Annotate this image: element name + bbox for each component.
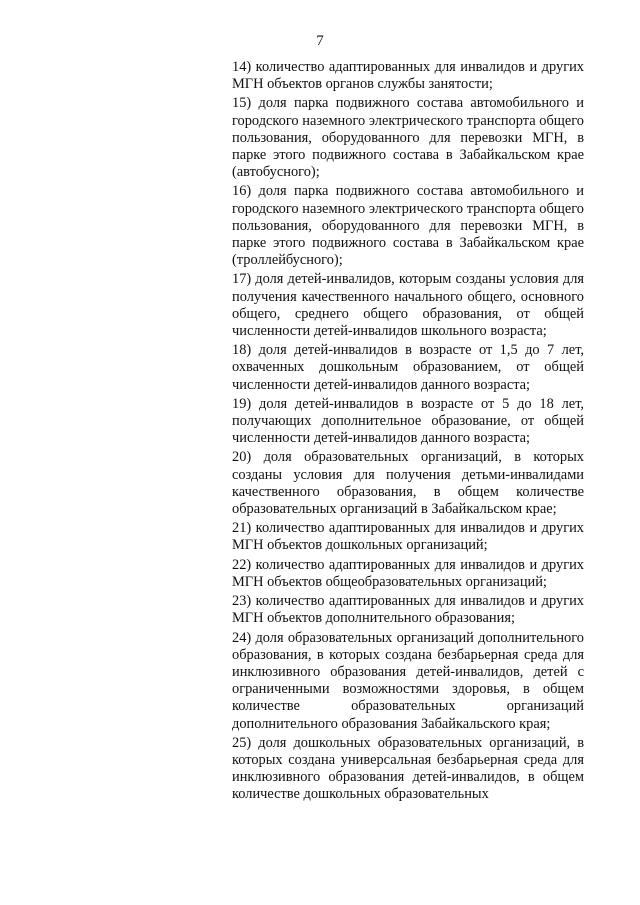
list-item-21: 21) количество адаптированных для инвалидов и других МГН объектов дошкольных организаций; [232, 520, 584, 554]
list-item-17: 17) доля детей-инвалидов, которым созданы условия для получения качественного начального общего, основного общего, среднего общего образования, от общей численности детей-инвалидов школьного возраста; [232, 271, 584, 340]
list-item-24: 24) доля образовательных организаций дополнительного образования, в которых создана безбарьерная среда для инклюзивного образования детей-инвалидов, детей с ограниченными возможностями здоровья, в общем количестве образовательных организаций дополнительного образования Забайкальского края; [232, 629, 584, 732]
list-item-19: 19) доля детей-инвалидов в возрасте от 5 до 18 лет, получающих дополнительное образование, от общей численности детей-инвалидов данного возраста; [232, 395, 584, 447]
page-number: 7 [316, 33, 324, 49]
list-item-23: 23) количество адаптированных для инвалидов и других МГН объектов дополнительного образования; [232, 593, 584, 627]
list-item-25: 25) доля дошкольных образовательных организаций, в которых создана универсальная безбарьерная среда для инклюзивного образования детей-инвалидов, в общем количестве дошкольных образовательных [232, 734, 584, 803]
list-item-22: 22) количество адаптированных для инвалидов и других МГН объектов общеобразовательных организаций; [232, 556, 584, 590]
list-item-15: 15) доля парка подвижного состава автомобильного и городского наземного электрического транспорта общего пользования, оборудованного для перевозки МГН, в парке этого подвижного состава в Забайкальском крае (автобусного); [232, 95, 584, 181]
list-item-20: 20) доля образовательных организаций, в которых созданы условия для получения детьми-инвалидами качественного образования, в общем количестве образовательных организаций в Забайкальском крае; [232, 449, 584, 518]
list-item-14: 14) количество адаптированных для инвалидов и других МГН объектов органов службы занятости; [232, 59, 584, 93]
list-item-16: 16) доля парка подвижного состава автомобильного и городского наземного электрического транспорта общего пользования, оборудованного для перевозки МГН, в парке этого подвижного состава в Забайкальском крае (троллейбусного); [232, 183, 584, 269]
list-item-18: 18) доля детей-инвалидов в возрасте от 1,5 до 7 лет, охваченных дошкольным образованием, от общей численности детей-инвалидов данного возраста; [232, 342, 584, 393]
document-body [232, 59, 584, 806]
